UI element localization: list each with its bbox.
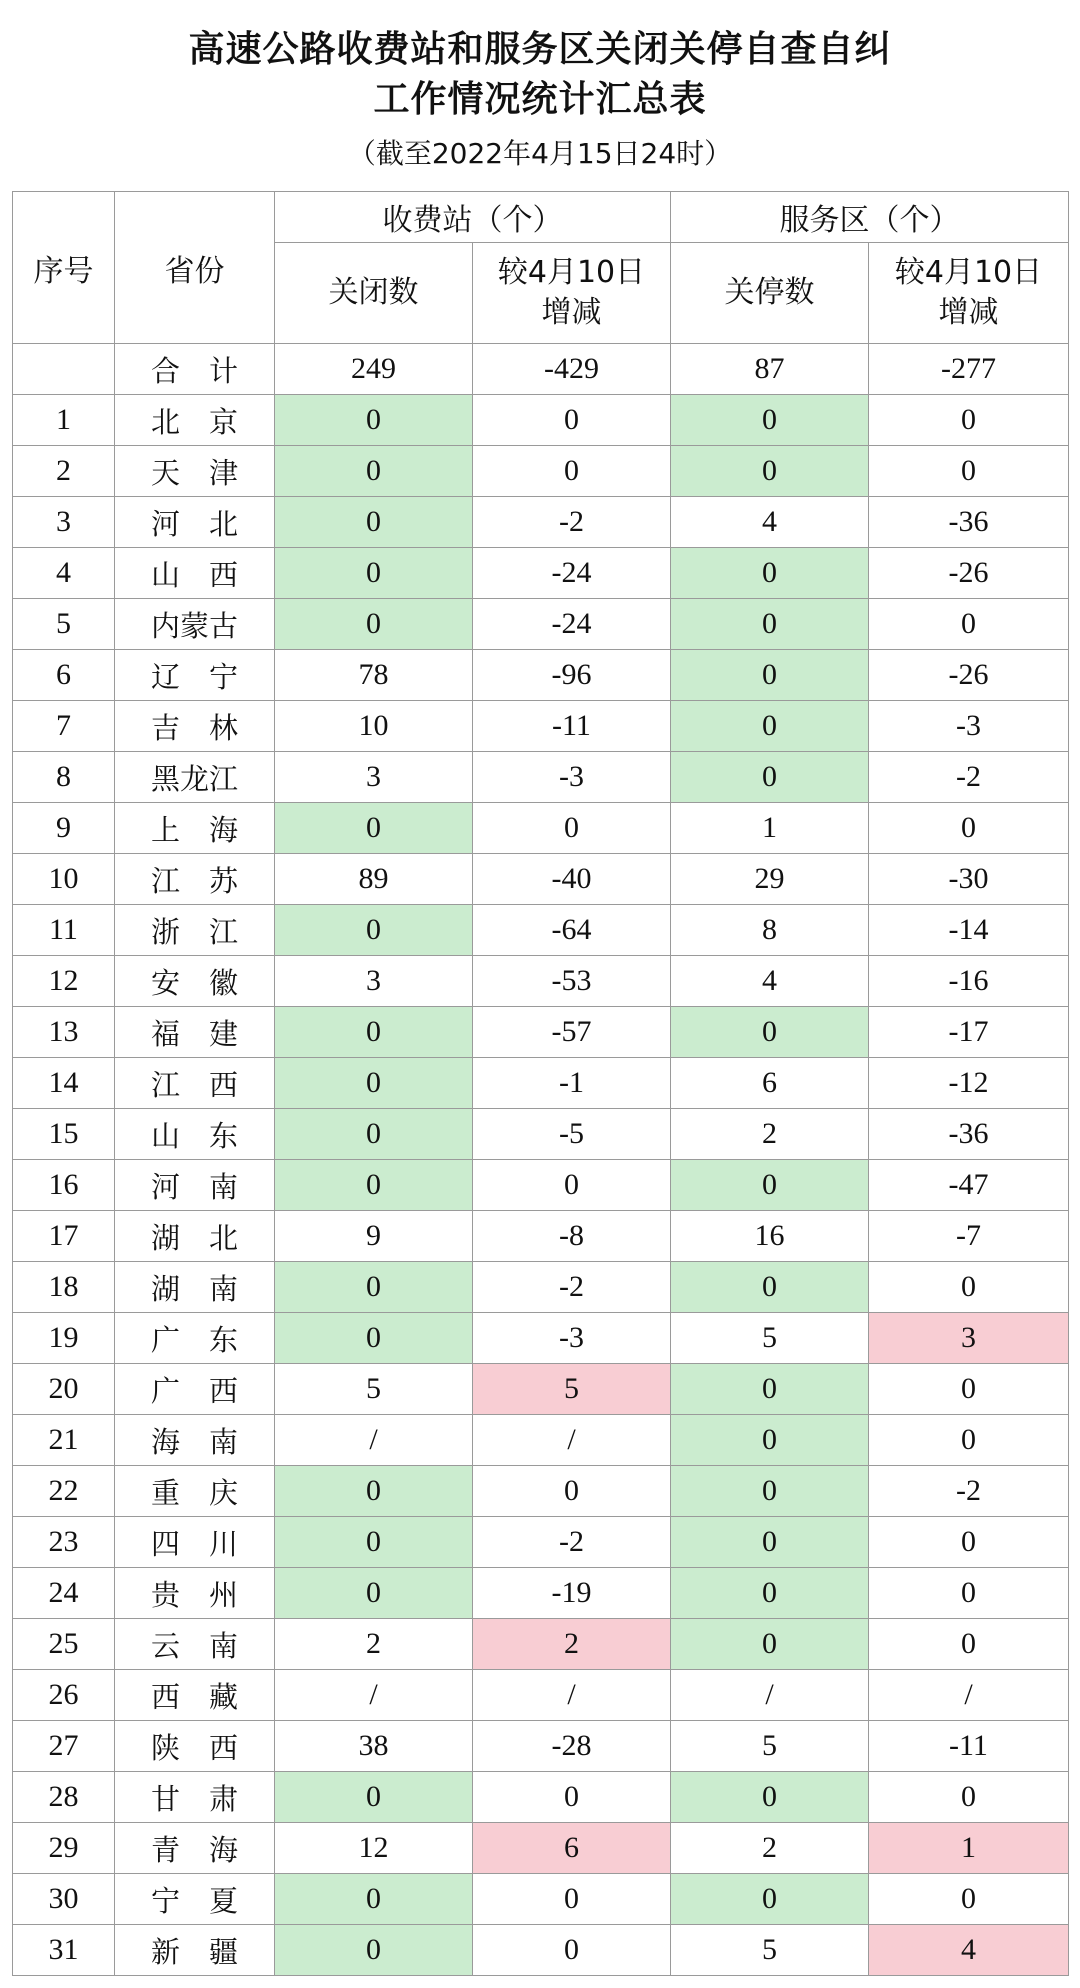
cell-toll-change: -24 <box>473 599 671 650</box>
cell-service-change: -2 <box>869 1466 1069 1517</box>
cell-service-change: -12 <box>869 1058 1069 1109</box>
header-toll-change-line2: 增减 <box>541 295 602 330</box>
cell-service-closed: 0 <box>671 1364 869 1415</box>
table-row <box>13 1313 1069 1364</box>
cell-toll-change: -19 <box>473 1568 671 1619</box>
cell-seq: 21 <box>13 1415 115 1466</box>
cell-province: 西 藏 <box>115 1670 275 1721</box>
cell-seq: 5 <box>13 599 115 650</box>
header-toll-change-line1: 较4月10日 <box>497 255 646 290</box>
cell-service-closed: 0 <box>671 1619 869 1670</box>
header-toll-group: 收费站（个） <box>275 192 671 243</box>
cell-service-closed: 2 <box>671 1109 869 1160</box>
cell-seq: 14 <box>13 1058 115 1109</box>
cell-toll-change: -2 <box>473 497 671 548</box>
cell-seq: 3 <box>13 497 115 548</box>
cell-toll-change: 5 <box>473 1364 671 1415</box>
cell-province: 安 徽 <box>115 956 275 1007</box>
cell-service-closed: 0 <box>671 446 869 497</box>
cell-toll-closed: 0 <box>275 497 473 548</box>
table-row <box>13 854 1069 905</box>
cell-toll-change: -57 <box>473 1007 671 1058</box>
cell-toll-change: -2 <box>473 1517 671 1568</box>
cell-service-closed: 0 <box>671 1007 869 1058</box>
cell-seq: 13 <box>13 1007 115 1058</box>
cell-service-closed: 29 <box>671 854 869 905</box>
cell-service-change: -14 <box>869 905 1069 956</box>
cell-toll-closed: 89 <box>275 854 473 905</box>
table-row <box>13 803 1069 854</box>
cell-toll-change: / <box>473 1670 671 1721</box>
total-toll-closed: 249 <box>275 344 473 395</box>
cell-province: 内蒙古 <box>115 599 275 650</box>
cell-service-closed: 0 <box>671 1517 869 1568</box>
cell-toll-closed: 0 <box>275 548 473 599</box>
cell-service-change: -26 <box>869 548 1069 599</box>
cell-service-closed: / <box>671 1670 869 1721</box>
cell-service-change: 0 <box>869 1568 1069 1619</box>
cell-province: 新 疆 <box>115 1925 275 1976</box>
cell-service-change: 0 <box>869 1517 1069 1568</box>
table-row <box>13 1364 1069 1415</box>
table-row <box>13 1823 1069 1874</box>
cell-province: 河 北 <box>115 497 275 548</box>
header-service-group: 服务区（个） <box>671 192 1069 243</box>
cell-province: 吉 林 <box>115 701 275 752</box>
cell-toll-closed: 10 <box>275 701 473 752</box>
cell-province: 河 南 <box>115 1160 275 1211</box>
cell-toll-change: -2 <box>473 1262 671 1313</box>
cell-service-change: 0 <box>869 1364 1069 1415</box>
subtitle: （截至2022年4月15日24时） <box>347 137 733 170</box>
cell-toll-closed: 0 <box>275 1160 473 1211</box>
table-row <box>13 650 1069 701</box>
cell-toll-closed: 0 <box>275 1517 473 1568</box>
cell-toll-change: -28 <box>473 1721 671 1772</box>
cell-toll-closed: 0 <box>275 1109 473 1160</box>
cell-seq: 9 <box>13 803 115 854</box>
cell-service-closed: 0 <box>671 1415 869 1466</box>
table-row <box>13 1517 1069 1568</box>
table-row <box>13 1721 1069 1772</box>
cell-seq: 17 <box>13 1211 115 1262</box>
cell-province: 宁 夏 <box>115 1874 275 1925</box>
cell-service-change: 3 <box>869 1313 1069 1364</box>
cell-service-closed: 4 <box>671 497 869 548</box>
cell-province: 湖 北 <box>115 1211 275 1262</box>
cell-seq: 12 <box>13 956 115 1007</box>
cell-province: 黑龙江 <box>115 752 275 803</box>
cell-seq: 11 <box>13 905 115 956</box>
table-row <box>13 1568 1069 1619</box>
cell-service-closed: 0 <box>671 599 869 650</box>
cell-province: 广 东 <box>115 1313 275 1364</box>
cell-toll-change: -3 <box>473 1313 671 1364</box>
cell-toll-closed: 0 <box>275 1874 473 1925</box>
cell-service-closed: 1 <box>671 803 869 854</box>
cell-service-closed: 0 <box>671 548 869 599</box>
cell-seq: 24 <box>13 1568 115 1619</box>
cell-toll-closed: 0 <box>275 1466 473 1517</box>
cell-province: 辽 宁 <box>115 650 275 701</box>
total-row <box>13 344 1069 395</box>
cell-service-change: -11 <box>869 1721 1069 1772</box>
header-service-closed: 关停数 <box>671 243 869 344</box>
cell-seq: 30 <box>13 1874 115 1925</box>
cell-province: 重 庆 <box>115 1466 275 1517</box>
cell-service-change: 0 <box>869 1619 1069 1670</box>
header-seq: 序号 <box>13 192 115 344</box>
cell-province: 江 苏 <box>115 854 275 905</box>
cell-province: 陕 西 <box>115 1721 275 1772</box>
cell-seq: 27 <box>13 1721 115 1772</box>
cell-toll-closed: 0 <box>275 803 473 854</box>
cell-toll-change: 0 <box>473 1772 671 1823</box>
cell-service-change: 4 <box>869 1925 1069 1976</box>
cell-province: 浙 江 <box>115 905 275 956</box>
cell-toll-closed: 0 <box>275 446 473 497</box>
cell-province: 湖 南 <box>115 1262 275 1313</box>
cell-toll-change: -96 <box>473 650 671 701</box>
cell-toll-change: -40 <box>473 854 671 905</box>
table-row <box>13 701 1069 752</box>
table-row <box>13 599 1069 650</box>
cell-seq: 26 <box>13 1670 115 1721</box>
cell-toll-change: -11 <box>473 701 671 752</box>
cell-service-change: 1 <box>869 1823 1069 1874</box>
cell-province: 海 南 <box>115 1415 275 1466</box>
cell-toll-change: 6 <box>473 1823 671 1874</box>
cell-toll-closed: / <box>275 1415 473 1466</box>
table-row <box>13 395 1069 446</box>
cell-province: 广 西 <box>115 1364 275 1415</box>
cell-seq: 22 <box>13 1466 115 1517</box>
header-service-change-line2: 增减 <box>938 295 999 330</box>
cell-toll-change: 0 <box>473 395 671 446</box>
cell-toll-closed: 0 <box>275 1058 473 1109</box>
cell-toll-change: 2 <box>473 1619 671 1670</box>
cell-service-change: -36 <box>869 497 1069 548</box>
cell-toll-change: -8 <box>473 1211 671 1262</box>
cell-seq: 19 <box>13 1313 115 1364</box>
cell-toll-change: -3 <box>473 752 671 803</box>
stats-table <box>12 191 1069 1976</box>
table-row <box>13 1109 1069 1160</box>
cell-service-closed: 5 <box>671 1313 869 1364</box>
header-toll-change <box>473 243 671 344</box>
cell-toll-closed: 0 <box>275 1568 473 1619</box>
cell-toll-closed: 0 <box>275 1313 473 1364</box>
table-row <box>13 1619 1069 1670</box>
cell-toll-closed: 0 <box>275 1262 473 1313</box>
total-toll-change: -429 <box>473 344 671 395</box>
total-service-change: -277 <box>869 344 1069 395</box>
cell-service-change: 0 <box>869 1262 1069 1313</box>
cell-seq: 16 <box>13 1160 115 1211</box>
cell-service-closed: 16 <box>671 1211 869 1262</box>
cell-service-closed: 2 <box>671 1823 869 1874</box>
cell-toll-closed: 0 <box>275 905 473 956</box>
cell-service-closed: 6 <box>671 1058 869 1109</box>
cell-service-change: 0 <box>869 803 1069 854</box>
cell-service-change: -3 <box>869 701 1069 752</box>
cell-service-change: -7 <box>869 1211 1069 1262</box>
cell-service-closed: 0 <box>671 701 869 752</box>
cell-toll-closed: 0 <box>275 1925 473 1976</box>
cell-toll-change: 0 <box>473 1874 671 1925</box>
cell-seq: 15 <box>13 1109 115 1160</box>
table-row <box>13 905 1069 956</box>
table-row <box>13 1007 1069 1058</box>
cell-toll-change: -5 <box>473 1109 671 1160</box>
cell-seq: 2 <box>13 446 115 497</box>
cell-service-closed: 5 <box>671 1925 869 1976</box>
cell-seq: 6 <box>13 650 115 701</box>
cell-province: 四 川 <box>115 1517 275 1568</box>
cell-toll-closed: 0 <box>275 395 473 446</box>
cell-toll-closed: 3 <box>275 752 473 803</box>
cell-service-change: -30 <box>869 854 1069 905</box>
cell-toll-closed: 2 <box>275 1619 473 1670</box>
cell-toll-closed: / <box>275 1670 473 1721</box>
cell-province: 云 南 <box>115 1619 275 1670</box>
cell-seq: 10 <box>13 854 115 905</box>
cell-seq: 28 <box>13 1772 115 1823</box>
total-label: 合 计 <box>115 344 275 395</box>
cell-service-closed: 5 <box>671 1721 869 1772</box>
cell-service-change: -17 <box>869 1007 1069 1058</box>
cell-service-change: 0 <box>869 1772 1069 1823</box>
cell-seq: 20 <box>13 1364 115 1415</box>
table-row <box>13 752 1069 803</box>
cell-toll-change: -1 <box>473 1058 671 1109</box>
cell-service-closed: 0 <box>671 650 869 701</box>
cell-service-closed: 0 <box>671 1160 869 1211</box>
cell-province: 江 西 <box>115 1058 275 1109</box>
header-service-change-line1: 较4月10日 <box>894 255 1043 290</box>
cell-toll-change: 0 <box>473 1160 671 1211</box>
cell-toll-closed: 12 <box>275 1823 473 1874</box>
cell-service-change: 0 <box>869 446 1069 497</box>
header-toll-closed: 关闭数 <box>275 243 473 344</box>
table-row <box>13 1874 1069 1925</box>
cell-service-closed: 0 <box>671 1262 869 1313</box>
cell-toll-change: -53 <box>473 956 671 1007</box>
title-line-1: 高速公路收费站和服务区关闭关停自查自纠 <box>188 29 892 70</box>
cell-province: 上 海 <box>115 803 275 854</box>
cell-service-change: 0 <box>869 599 1069 650</box>
cell-service-closed: 0 <box>671 752 869 803</box>
cell-province: 天 津 <box>115 446 275 497</box>
table-row <box>13 1262 1069 1313</box>
table-row <box>13 956 1069 1007</box>
cell-toll-closed: 3 <box>275 956 473 1007</box>
total-service-closed: 87 <box>671 344 869 395</box>
cell-toll-closed: 0 <box>275 1772 473 1823</box>
cell-toll-closed: 38 <box>275 1721 473 1772</box>
cell-toll-change: -24 <box>473 548 671 599</box>
cell-toll-closed: 78 <box>275 650 473 701</box>
cell-service-change: / <box>869 1670 1069 1721</box>
cell-toll-change: 0 <box>473 1925 671 1976</box>
cell-province: 北 京 <box>115 395 275 446</box>
cell-seq: 7 <box>13 701 115 752</box>
cell-seq: 18 <box>13 1262 115 1313</box>
table-row <box>13 548 1069 599</box>
cell-province: 山 东 <box>115 1109 275 1160</box>
cell-province: 福 建 <box>115 1007 275 1058</box>
cell-toll-change: / <box>473 1415 671 1466</box>
table-row <box>13 446 1069 497</box>
cell-toll-closed: 5 <box>275 1364 473 1415</box>
cell-service-closed: 0 <box>671 1568 869 1619</box>
cell-service-closed: 0 <box>671 1466 869 1517</box>
cell-seq: 8 <box>13 752 115 803</box>
cell-province: 贵 州 <box>115 1568 275 1619</box>
cell-province: 青 海 <box>115 1823 275 1874</box>
total-seq <box>13 344 115 395</box>
title-line-2: 工作情况统计汇总表 <box>373 79 707 120</box>
header-province: 省份 <box>115 192 275 344</box>
cell-service-change: -36 <box>869 1109 1069 1160</box>
cell-service-change: -2 <box>869 752 1069 803</box>
table-row <box>13 1415 1069 1466</box>
cell-seq: 23 <box>13 1517 115 1568</box>
table-row <box>13 1925 1069 1976</box>
cell-service-closed: 0 <box>671 395 869 446</box>
cell-service-closed: 0 <box>671 1874 869 1925</box>
table-row <box>13 1670 1069 1721</box>
cell-toll-change: 0 <box>473 446 671 497</box>
cell-toll-change: 0 <box>473 1466 671 1517</box>
table-row <box>13 1160 1069 1211</box>
cell-toll-change: -64 <box>473 905 671 956</box>
cell-toll-closed: 0 <box>275 1007 473 1058</box>
header-service-change <box>869 243 1069 344</box>
cell-toll-closed: 9 <box>275 1211 473 1262</box>
cell-seq: 4 <box>13 548 115 599</box>
cell-service-change: 0 <box>869 395 1069 446</box>
table-row <box>13 1772 1069 1823</box>
cell-province: 甘 肃 <box>115 1772 275 1823</box>
table-row <box>13 1058 1069 1109</box>
cell-service-change: -47 <box>869 1160 1069 1211</box>
cell-service-change: 0 <box>869 1874 1069 1925</box>
cell-service-change: -16 <box>869 956 1069 1007</box>
cell-toll-closed: 0 <box>275 599 473 650</box>
cell-service-closed: 8 <box>671 905 869 956</box>
cell-service-closed: 4 <box>671 956 869 1007</box>
cell-service-change: 0 <box>869 1415 1069 1466</box>
table-row <box>13 497 1069 548</box>
cell-seq: 25 <box>13 1619 115 1670</box>
cell-service-closed: 0 <box>671 1772 869 1823</box>
cell-seq: 31 <box>13 1925 115 1976</box>
table-row <box>13 1211 1069 1262</box>
table-row <box>13 1466 1069 1517</box>
cell-seq: 29 <box>13 1823 115 1874</box>
cell-service-change: -26 <box>869 650 1069 701</box>
cell-toll-change: 0 <box>473 803 671 854</box>
cell-province: 山 西 <box>115 548 275 599</box>
cell-seq: 1 <box>13 395 115 446</box>
